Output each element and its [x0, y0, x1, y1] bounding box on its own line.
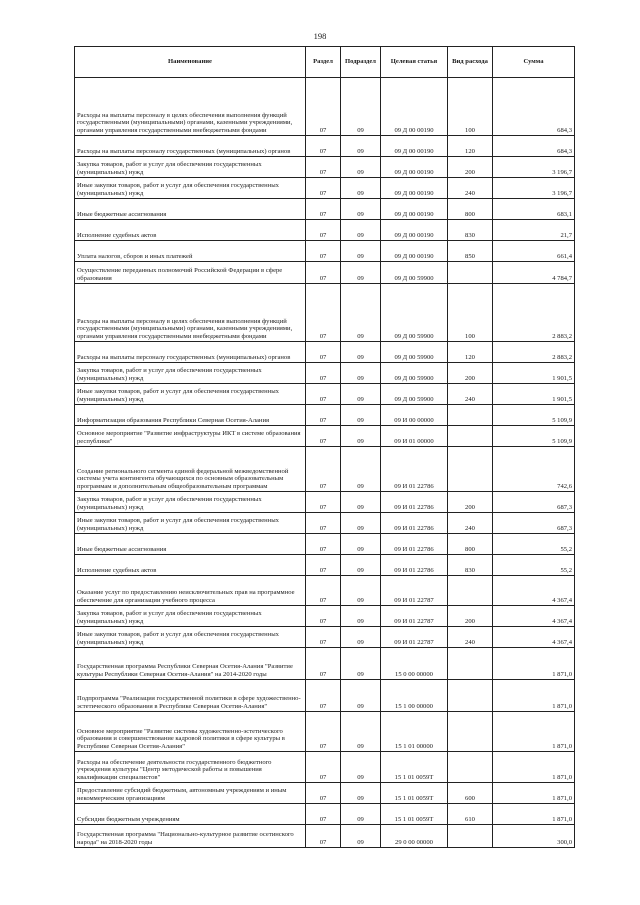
row-target: 15 1 01 0059Т — [381, 783, 448, 804]
row-name: Расходы на выплаты персоналу государственных (муниципальных) органов — [75, 136, 306, 157]
row-sum: 1 871,0 — [493, 752, 575, 783]
row-name: Субсидии бюджетным учреждениям — [75, 804, 306, 825]
row-vid: 240 — [448, 178, 493, 199]
row-sum: 684,3 — [493, 78, 575, 136]
budget-table — [74, 46, 575, 848]
row-vid — [448, 648, 493, 680]
table-row — [75, 405, 575, 426]
row-target: 09 Д 00 00190 — [381, 178, 448, 199]
row-sum: 687,3 — [493, 513, 575, 534]
row-target: 09 Д 00 00190 — [381, 220, 448, 241]
row-name: Исполнение судебных актов — [75, 220, 306, 241]
row-podrazdel: 09 — [341, 157, 381, 178]
row-razdel: 07 — [306, 492, 341, 513]
row-razdel: 07 — [306, 555, 341, 576]
row-podrazdel: 09 — [341, 136, 381, 157]
row-name: Государственная программа "Национально-культурное развитие осетинского народа" на 2018-2020 годы — [75, 825, 306, 848]
row-sum: 687,3 — [493, 492, 575, 513]
row-target: 09 И 01 22786 — [381, 555, 448, 576]
table-row — [75, 384, 575, 405]
table-row — [75, 136, 575, 157]
row-vid: 830 — [448, 220, 493, 241]
row-sum: 1 901,5 — [493, 384, 575, 405]
row-vid: 610 — [448, 804, 493, 825]
row-target: 15 1 01 00000 — [381, 712, 448, 752]
row-vid: 240 — [448, 513, 493, 534]
row-razdel: 07 — [306, 220, 341, 241]
row-sum: 4 784,7 — [493, 262, 575, 284]
row-vid: 800 — [448, 199, 493, 220]
row-sum: 661,4 — [493, 241, 575, 262]
row-podrazdel: 09 — [341, 555, 381, 576]
row-podrazdel: 09 — [341, 752, 381, 783]
row-sum: 4 367,4 — [493, 576, 575, 606]
header-target: Целевая статья — [381, 47, 448, 78]
row-razdel: 07 — [306, 680, 341, 712]
row-podrazdel: 09 — [341, 363, 381, 384]
row-vid: 120 — [448, 342, 493, 363]
row-razdel: 07 — [306, 534, 341, 555]
row-podrazdel: 09 — [341, 534, 381, 555]
row-name: Расходы на выплаты персоналу в целях обеспечения выполнения функций государственными (муниципальными) органами, казенными учреждениями, органами управления государственными внебюджетными фондами — [75, 78, 306, 136]
row-target: 09 Д 00 00190 — [381, 157, 448, 178]
row-name: Создание регионального сегмента единой федеральной межведомственной системы учета контингента обучающихся по основным образовательным программам и дополнительным общеобразовательным программам — [75, 447, 306, 492]
row-target: 09 И 01 22787 — [381, 576, 448, 606]
row-sum: 1 871,0 — [493, 804, 575, 825]
row-podrazdel: 09 — [341, 648, 381, 680]
row-podrazdel: 09 — [341, 262, 381, 284]
row-podrazdel: 09 — [341, 199, 381, 220]
table-row — [75, 426, 575, 447]
row-vid: 200 — [448, 157, 493, 178]
row-razdel: 07 — [306, 712, 341, 752]
row-razdel: 07 — [306, 199, 341, 220]
table-row — [75, 712, 575, 752]
row-podrazdel: 09 — [341, 284, 381, 342]
row-sum: 2 883,2 — [493, 342, 575, 363]
row-name: Подпрограмма "Реализация государственной политики в сфере художественно-эстетического образования в Республике Северная Осетия-Алания" — [75, 680, 306, 712]
row-name: Иные бюджетные ассигнования — [75, 199, 306, 220]
row-name: Закупка товаров, работ и услуг для обеспечения государственных (муниципальных) нужд — [75, 157, 306, 178]
row-name: Информатизация образования Республики Северная Осетия-Алания — [75, 405, 306, 426]
row-sum: 5 109,9 — [493, 426, 575, 447]
row-vid: 240 — [448, 384, 493, 405]
row-razdel: 07 — [306, 783, 341, 804]
row-podrazdel: 09 — [341, 492, 381, 513]
row-sum: 55,2 — [493, 555, 575, 576]
row-podrazdel: 09 — [341, 342, 381, 363]
row-sum: 1 901,5 — [493, 363, 575, 384]
row-vid: 200 — [448, 492, 493, 513]
row-name: Расходы на выплаты персоналу государственных (муниципальных) органов — [75, 342, 306, 363]
table-row — [75, 680, 575, 712]
row-name: Исполнение судебных актов — [75, 555, 306, 576]
row-vid: 240 — [448, 627, 493, 648]
row-podrazdel: 09 — [341, 178, 381, 199]
table-row — [75, 199, 575, 220]
row-target: 09 И 01 22786 — [381, 447, 448, 492]
row-razdel: 07 — [306, 513, 341, 534]
row-razdel: 07 — [306, 157, 341, 178]
row-vid: 200 — [448, 606, 493, 627]
header-vid: Вид расхода — [448, 47, 493, 78]
row-name: Иные закупки товаров, работ и услуг для обеспечения государственных (муниципальных) нужд — [75, 627, 306, 648]
row-razdel: 07 — [306, 752, 341, 783]
row-podrazdel: 09 — [341, 405, 381, 426]
row-sum: 21,7 — [493, 220, 575, 241]
table-row — [75, 513, 575, 534]
row-sum: 4 367,4 — [493, 627, 575, 648]
row-razdel: 07 — [306, 825, 341, 848]
table-row — [75, 648, 575, 680]
table-row — [75, 627, 575, 648]
row-target: 15 0 00 00000 — [381, 648, 448, 680]
row-sum: 2 883,2 — [493, 284, 575, 342]
row-podrazdel: 09 — [341, 384, 381, 405]
row-vid: 100 — [448, 78, 493, 136]
row-name: Осуществление переданных полномочий Российской Федерации в сфере образования — [75, 262, 306, 284]
row-podrazdel: 09 — [341, 712, 381, 752]
row-target: 09 И 00 00000 — [381, 405, 448, 426]
row-vid: 830 — [448, 555, 493, 576]
row-podrazdel: 09 — [341, 606, 381, 627]
row-vid — [448, 447, 493, 492]
row-vid — [448, 426, 493, 447]
table-row — [75, 178, 575, 199]
row-podrazdel: 09 — [341, 241, 381, 262]
row-razdel: 07 — [306, 241, 341, 262]
table-row — [75, 492, 575, 513]
row-target: 09 Д 00 00190 — [381, 136, 448, 157]
row-vid: 200 — [448, 363, 493, 384]
page-number: 198 — [313, 31, 327, 41]
row-target: 09 Д 00 59900 — [381, 363, 448, 384]
row-name: Государственная программа Республики Северная Осетия-Алания "Развитие культуры Республики Северная Осетия-Алания" на 2014-2020 годы — [75, 648, 306, 680]
header-podrazdel: Подраздел — [341, 47, 381, 78]
table-row — [75, 783, 575, 804]
row-target: 09 И 01 22786 — [381, 492, 448, 513]
table-body — [75, 78, 575, 848]
row-vid — [448, 405, 493, 426]
row-razdel: 07 — [306, 606, 341, 627]
header-row — [75, 47, 575, 78]
table-row — [75, 220, 575, 241]
table-row — [75, 342, 575, 363]
row-name: Основное мероприятие "Развитие инфраструктуры ИКТ в системе образования республики" — [75, 426, 306, 447]
row-razdel: 07 — [306, 804, 341, 825]
table-row — [75, 78, 575, 136]
header-razdel: Раздел — [306, 47, 341, 78]
header-sum: Сумма — [493, 47, 575, 78]
table-row — [75, 576, 575, 606]
table-row — [75, 606, 575, 627]
row-podrazdel: 09 — [341, 447, 381, 492]
table-row — [75, 825, 575, 848]
row-sum: 683,1 — [493, 199, 575, 220]
row-razdel: 07 — [306, 384, 341, 405]
row-sum: 742,6 — [493, 447, 575, 492]
row-razdel: 07 — [306, 178, 341, 199]
row-target: 09 Д 00 59900 — [381, 284, 448, 342]
table-row — [75, 284, 575, 342]
row-razdel: 07 — [306, 136, 341, 157]
row-vid — [448, 825, 493, 848]
row-sum: 3 196,7 — [493, 178, 575, 199]
row-name: Иные бюджетные ассигнования — [75, 534, 306, 555]
row-name: Иные закупки товаров, работ и услуг для обеспечения государственных (муниципальных) нужд — [75, 178, 306, 199]
row-name: Оказание услуг по предоставлению неисключительных прав на программное обеспечение для организации учебного процесса — [75, 576, 306, 606]
row-target: 15 1 01 0059Т — [381, 752, 448, 783]
row-vid — [448, 262, 493, 284]
table-header — [75, 47, 575, 78]
table-row — [75, 363, 575, 384]
row-sum: 5 109,9 — [493, 405, 575, 426]
row-target: 09 И 01 22786 — [381, 534, 448, 555]
table-row — [75, 447, 575, 492]
row-name: Предоставление субсидий бюджетным, автономным учреждениям и иным некоммерческим организациям — [75, 783, 306, 804]
row-name: Иные закупки товаров, работ и услуг для обеспечения государственных (муниципальных) нужд — [75, 513, 306, 534]
row-sum: 1 871,0 — [493, 712, 575, 752]
row-podrazdel: 09 — [341, 78, 381, 136]
row-target: 15 1 01 0059Т — [381, 804, 448, 825]
row-razdel: 07 — [306, 627, 341, 648]
row-name: Расходы на выплаты персоналу в целях обеспечения выполнения функций государственными (муниципальными) органами, казенными учреждениями, органами управления государственными внебюджетными фондами — [75, 284, 306, 342]
row-razdel: 07 — [306, 363, 341, 384]
row-target: 09 Д 00 00190 — [381, 241, 448, 262]
row-podrazdel: 09 — [341, 804, 381, 825]
row-vid — [448, 576, 493, 606]
row-razdel: 07 — [306, 262, 341, 284]
header-name: Наименование — [75, 47, 306, 78]
table-row — [75, 534, 575, 555]
row-razdel: 07 — [306, 342, 341, 363]
row-target: 15 1 00 00000 — [381, 680, 448, 712]
table-row — [75, 262, 575, 284]
row-vid: 600 — [448, 783, 493, 804]
row-sum: 1 871,0 — [493, 783, 575, 804]
row-razdel: 07 — [306, 78, 341, 136]
row-razdel: 07 — [306, 576, 341, 606]
row-name: Закупка товаров, работ и услуг для обеспечения государственных (муниципальных) нужд — [75, 492, 306, 513]
row-target: 09 Д 00 00190 — [381, 78, 448, 136]
table-row — [75, 752, 575, 783]
row-podrazdel: 09 — [341, 513, 381, 534]
row-podrazdel: 09 — [341, 680, 381, 712]
row-target: 09 Д 00 59900 — [381, 342, 448, 363]
row-sum: 55,2 — [493, 534, 575, 555]
row-name: Расходы на обеспечение деятельности государственного бюджетного учреждения культуры "Центр методической работы и повышения квалификации специалистов" — [75, 752, 306, 783]
row-target: 09 Д 00 59900 — [381, 262, 448, 284]
row-name: Иные закупки товаров, работ и услуг для обеспечения государственных (муниципальных) нужд — [75, 384, 306, 405]
row-razdel: 07 — [306, 284, 341, 342]
row-target: 09 Д 00 59900 — [381, 384, 448, 405]
row-vid: 100 — [448, 284, 493, 342]
row-target: 09 И 01 22786 — [381, 513, 448, 534]
row-name: Основное мероприятие "Развитие системы художественно-эстетического образования и совершенствование кадровой политики в сфере культуры в Республике Северная Осетия-Алания" — [75, 712, 306, 752]
row-target: 29 0 00 00000 — [381, 825, 448, 848]
row-name: Закупка товаров, работ и услуг для обеспечения государственных (муниципальных) нужд — [75, 363, 306, 384]
row-sum: 3 196,7 — [493, 157, 575, 178]
row-vid: 120 — [448, 136, 493, 157]
row-razdel: 07 — [306, 648, 341, 680]
row-vid — [448, 752, 493, 783]
row-podrazdel: 09 — [341, 576, 381, 606]
row-podrazdel: 09 — [341, 825, 381, 848]
table-row — [75, 555, 575, 576]
row-razdel: 07 — [306, 426, 341, 447]
row-target: 09 И 01 22787 — [381, 627, 448, 648]
row-target: 09 И 01 22787 — [381, 606, 448, 627]
table-row — [75, 804, 575, 825]
row-vid: 800 — [448, 534, 493, 555]
row-sum: 4 367,4 — [493, 606, 575, 627]
table-row — [75, 241, 575, 262]
row-sum: 1 871,0 — [493, 680, 575, 712]
row-name: Уплата налогов, сборов и иных платежей — [75, 241, 306, 262]
row-sum: 684,3 — [493, 136, 575, 157]
row-podrazdel: 09 — [341, 627, 381, 648]
row-vid — [448, 712, 493, 752]
row-razdel: 07 — [306, 447, 341, 492]
row-podrazdel: 09 — [341, 426, 381, 447]
row-vid — [448, 680, 493, 712]
table-row — [75, 157, 575, 178]
row-sum: 1 871,0 — [493, 648, 575, 680]
row-podrazdel: 09 — [341, 220, 381, 241]
row-razdel: 07 — [306, 405, 341, 426]
row-target: 09 Д 00 00190 — [381, 199, 448, 220]
row-vid: 850 — [448, 241, 493, 262]
row-podrazdel: 09 — [341, 783, 381, 804]
row-name: Закупка товаров, работ и услуг для обеспечения государственных (муниципальных) нужд — [75, 606, 306, 627]
row-target: 09 И 01 00000 — [381, 426, 448, 447]
row-sum: 300,0 — [493, 825, 575, 848]
